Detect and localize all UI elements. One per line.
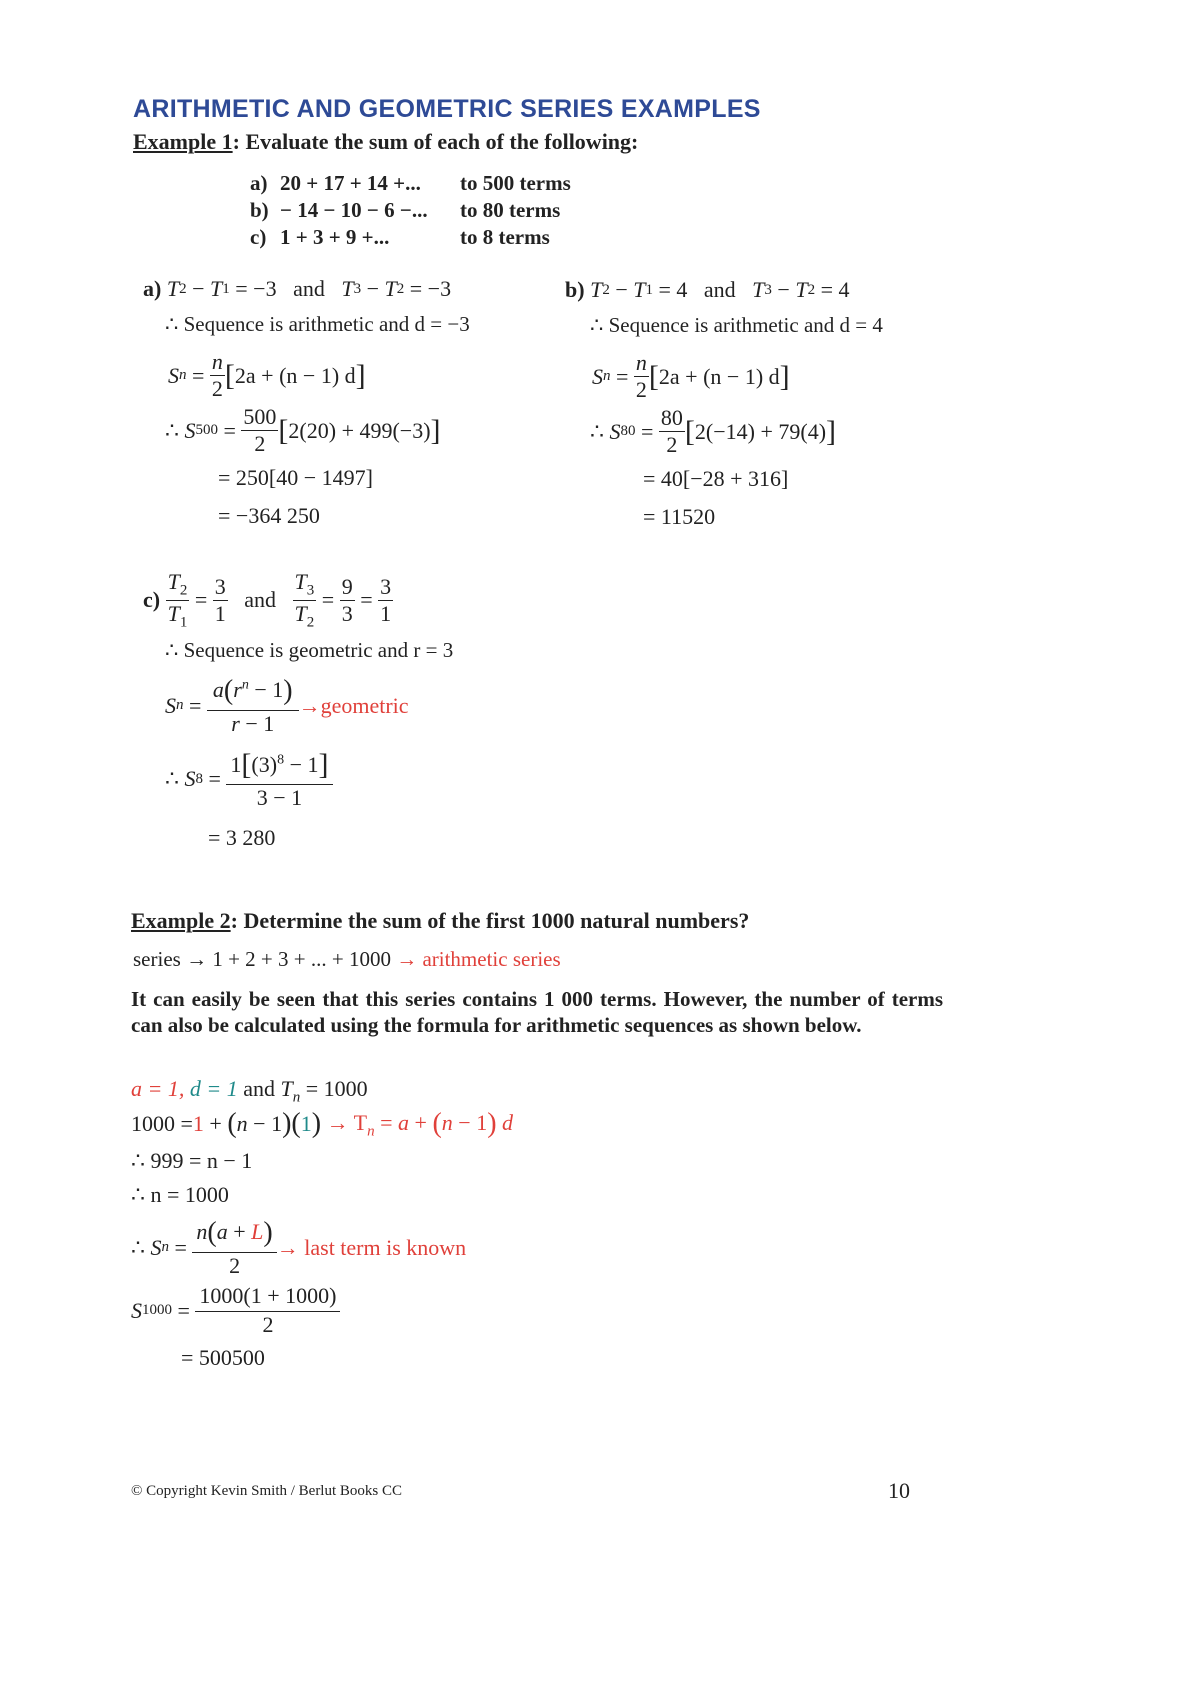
part-c-label: c)	[143, 587, 161, 613]
diff1-value: = 4	[658, 277, 688, 302]
part-c-result: = 3 280	[208, 825, 276, 850]
s-subscript: 500	[195, 422, 218, 439]
example2-step3: ∴ n = 1000	[131, 1182, 229, 1207]
ratio1-num: 3	[213, 575, 228, 601]
item-letter: a)	[250, 171, 268, 195]
example2-result: = 500500	[181, 1345, 265, 1370]
example2-step1: 1000 = 1 + ( n − 1 ) ( 1 ) → $T_n = a + (n - 1)$ d	[131, 1108, 514, 1140]
part-b-step: = 40[−28 + 316]	[643, 466, 789, 491]
part-a-conclusion: ∴ Sequence is arithmetic and d = −3	[165, 312, 470, 336]
page-number: 10	[888, 1478, 910, 1503]
example2-step2: ∴ 999 = n − 1	[131, 1148, 253, 1173]
item-series: − 14 − 10 − 6 −...	[280, 198, 428, 222]
ratio3-den: 1	[380, 600, 392, 626]
series-expr: → 1 + 2 + 3 + ... + 1000	[186, 947, 391, 971]
part-a-substitution: ∴ S 500 = $\frac{500}{2}$ [ 2(20) + 499(−3) ]	[165, 404, 441, 457]
item-terms: to 80 terms	[460, 198, 561, 222]
example2-sum-substitution: S 1000 = $\frac{1000(1 + 1000)}{2}$	[131, 1284, 340, 1337]
part-c-conclusion: ∴ Sequence is geometric and r = 3	[165, 638, 454, 662]
frac-num: 80	[659, 406, 685, 432]
part-a-label: a)	[143, 276, 162, 301]
list-item	[250, 170, 571, 197]
step1-left: 1000 =	[131, 1111, 193, 1137]
part-b-result: = 11520	[643, 504, 716, 529]
sum-note: → last term is known	[276, 1234, 467, 1260]
formula-text: 2a + (n − 1) d	[658, 363, 780, 389]
given-a: a = 1,	[131, 1076, 185, 1101]
part-b-conclusion: ∴ Sequence is arithmetic and d = 4	[590, 313, 883, 337]
ratio2-den: 3	[341, 600, 353, 626]
frac-den: 3 − 1	[256, 785, 303, 810]
and-text: and	[244, 587, 277, 613]
copyright-text: © Copyright Kevin Smith / Berlut Books CC	[131, 1483, 402, 1499]
s-subscript: 8	[195, 770, 203, 787]
formula-text: 2a + (n − 1) d	[234, 362, 356, 388]
item-series: 20 + 17 + 14 +...	[280, 171, 421, 195]
example2-paragraph: It can easily be seen that this series contains 1 000 terms. However, the number of terms can also be calculated using the formula for arithmetic sequences as shown below.	[131, 987, 943, 1037]
given-d: d = 1	[189, 1076, 238, 1101]
page-title: ARITHMETIC AND GEOMETRIC SERIES EXAMPLES	[133, 95, 761, 123]
geometric-note: →geometric	[298, 692, 409, 718]
example1-prompt: : Evaluate the sum of each of the following:	[232, 129, 639, 154]
sum-den: 2	[262, 1312, 274, 1338]
example1-label: Example 1	[133, 129, 233, 154]
part-a-formula: S n = $\frac{n}{2}$ [ 2a + (n − 1) d ]	[168, 349, 366, 402]
given-tn: = 1000	[305, 1076, 368, 1101]
series-note: → arithmetic series	[396, 947, 561, 971]
frac-num: 500	[241, 405, 278, 431]
s-subscript: 80	[620, 423, 636, 440]
ratio3-num: 3	[378, 575, 393, 601]
part-b-differences: b) T 2 − T 1 = 4 and T 3 − T 2 = 4	[565, 277, 850, 302]
sub-expr: 2(−14) + 79(4)	[694, 418, 827, 444]
diff1-value: = −3	[235, 276, 277, 301]
and-text: and	[703, 277, 736, 302]
given-and: and	[243, 1076, 275, 1101]
part-c-substitution: ∴ S 8 = $\frac{1[(3)^8 - 1]}{3 - 1}$	[165, 748, 333, 810]
example2-prompt: : Determine the sum of the first 1000 natural numbers?	[230, 908, 750, 933]
part-b-label: b)	[565, 277, 585, 302]
diff2-value: = −3	[409, 276, 452, 301]
list-item	[250, 224, 571, 251]
item-letter: c)	[250, 225, 267, 249]
series-word: series	[133, 947, 181, 971]
example2-given: a = 1, d = 1 and $T_n = 1000$	[131, 1076, 368, 1106]
step1-note: → $T_n = a + (n - 1)$ d	[326, 1108, 514, 1140]
part-a-result: = −364 250	[218, 503, 320, 528]
example1-list	[250, 170, 571, 251]
example1-heading	[133, 129, 638, 155]
part-a-differences: a) T 2 − T 1 = −3 and T 3 − T 2 = −3	[143, 276, 452, 301]
frac-den: 2	[666, 432, 678, 458]
and-text: and	[293, 276, 325, 301]
example2-heading	[131, 908, 749, 934]
list-item	[250, 197, 571, 224]
part-b-substitution: ∴ S 80 = $\frac{80}{2}$ [ 2(−14) + 79(4) ]	[590, 405, 837, 458]
example2-series	[133, 947, 561, 972]
example2-label: Example 2	[131, 908, 231, 933]
part-b-formula: S n = $\frac{n}{2}$ [ 2a + (n − 1) d ]	[592, 350, 790, 403]
item-terms: to 8 terms	[460, 225, 550, 249]
ratio1-den: 1	[214, 600, 226, 626]
s-subscript: 1000	[142, 1302, 172, 1319]
diff2-value: = 4	[820, 277, 850, 302]
sub-expr: 2(20) + 499(−3)	[288, 417, 431, 443]
frac-den: 2	[254, 431, 266, 457]
item-letter: b)	[250, 198, 269, 222]
sum-num: 1000(1 + 1000)	[195, 1284, 340, 1312]
item-series: 1 + 3 + 9 +...	[280, 225, 390, 249]
example2-sum-formula: ∴ S n = $\frac{n(a + L)}{2}$ → last term is known	[131, 1217, 467, 1278]
item-terms: to 500 terms	[460, 171, 571, 195]
part-c-formula: S n = $\frac{a(r^n - 1)}{r - 1}$ →geometric	[165, 675, 409, 736]
part-a-step: = 250[40 − 1497]	[218, 465, 373, 490]
part-c-ratios: c) $\frac{T_2}{T_1}$ = $\frac{3}{1}$ and $\frac{T_3}{T_2}$ = $\frac{9}{3}$ = $\frac{3}{1}$	[143, 569, 392, 631]
ratio2-num: 9	[340, 575, 355, 601]
